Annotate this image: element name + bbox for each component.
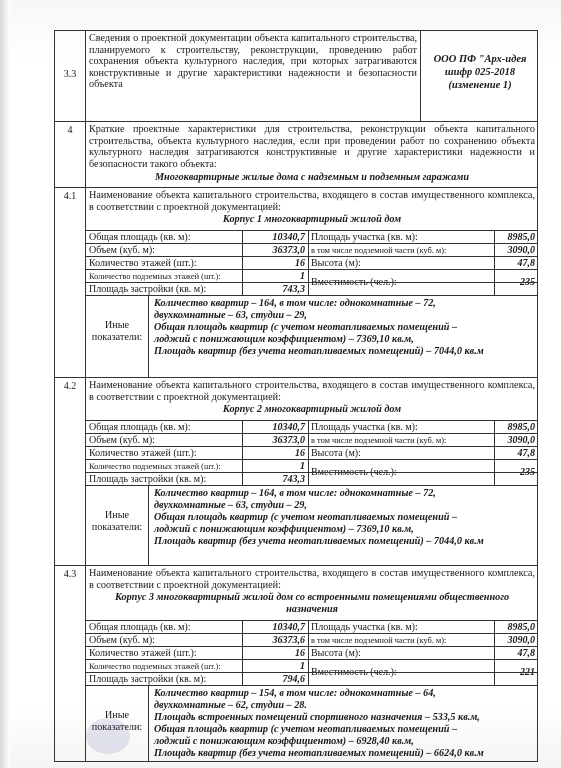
label-under-volume: в том числе подземной части (куб. м):: [311, 436, 447, 445]
brief-characteristics-text: Краткие проектные характеристики для строительства, реконструкции объекта капитального строительства, объекта культурного наследия, если при проведении работ по сохранению объекта культурного наследия затрагиваются конструктивные и другие характеристики надежности и безопасности такого объекта:: [89, 124, 535, 170]
value-floors: 16: [295, 258, 305, 269]
label-underground: Количество подземных этажей (шт.):: [89, 462, 221, 471]
value-plot: 8985,0: [507, 232, 535, 243]
label-plot: Площадь участка (кв. м):: [311, 422, 418, 433]
value-footprint: 743,3: [282, 474, 305, 485]
label-under-volume: в том числе подземной части (куб. м):: [311, 636, 447, 645]
other-indicator-line: Общая площадь квартир (с учетом неотапливаемых помещений –: [154, 512, 458, 523]
label-footprint: Площадь застройки (кв. м):: [89, 674, 207, 685]
object-type-subtitle: Многоквартирные жилые дома с надземным и подземным гаражами: [154, 172, 469, 183]
value-footprint: 794,6: [282, 674, 305, 685]
row-number: 4.2: [63, 381, 77, 392]
other-indicator-line: двухкомнатные – 62, студии – 28.: [154, 700, 307, 711]
other-indicator-line: лоджий с понижающим коэффициентом) – 6928,40 кв.м,: [154, 736, 414, 747]
value-under-volume: 3090,0: [507, 245, 535, 256]
object-name-intro: Наименование объекта капитального строительства, входящего в состав имущественного комплекса, в соответствии с проектной документацией:: [89, 190, 535, 213]
value-total-area: 10340,7: [272, 232, 305, 243]
label-other-indicators: Иные показатели:: [91, 320, 143, 343]
label-underground: Количество подземных этажей (шт.):: [89, 662, 221, 671]
value-height: 47,8: [517, 648, 535, 659]
label-volume: Объем (куб. м):: [89, 635, 155, 646]
value-volume: 36373,0: [272, 435, 305, 446]
other-indicator-line: Площадь квартир (без учета неотапливаемых помещений) – 7044,0 кв.м: [154, 536, 484, 547]
characteristics-table: [54, 30, 538, 762]
seal-stamp: [86, 718, 130, 754]
label-plot: Площадь участка (кв. м):: [311, 232, 418, 243]
other-indicator-line: двухкомнатные – 63, студии – 29,: [154, 500, 307, 511]
value-capacity: 235: [520, 467, 535, 478]
label-footprint: Площадь застройки (кв. м):: [89, 474, 207, 485]
building-section: [55, 187, 537, 377]
building-name: Корпус 1 многоквартирный жилой дом: [222, 214, 402, 225]
project-doc-info-text: Сведения о проектной документации объекта капитального строительства, планируемого к строительству, реконструкции, проведению работ сохранения объекта культурного наследия, при которых затрагиваются конструктивные и другие характеристики надежности и безопасности объекта: [89, 33, 417, 90]
value-floors: 16: [295, 648, 305, 659]
value-plot: 8985,0: [507, 622, 535, 633]
label-capacity: Вместимость (чел.):: [311, 467, 397, 478]
value-footprint: 743,3: [282, 284, 305, 295]
row-number: 3.3: [63, 69, 77, 80]
row-number: 4.1: [63, 191, 77, 202]
building-name: Корпус 3 многоквартирный жилой дом со встроенными помещениями общественного назначения: [114, 592, 510, 615]
label-total-area: Общая площадь (кв. м):: [89, 622, 191, 633]
value-floors: 16: [295, 448, 305, 459]
other-indicator-line: двухкомнатные – 63, студии – 29,: [154, 310, 307, 321]
row-number: 4: [67, 125, 73, 136]
other-indicator-line: лоджий с понижающим коэффициентом) – 7369,10 кв.м,: [154, 524, 414, 535]
other-indicator-line: Площадь квартир (без учета неотапливаемых помещений) – 7044,0 кв.м: [154, 346, 484, 357]
label-total-area: Общая площадь (кв. м):: [89, 232, 191, 243]
organization-name: ООО ПФ "Арх-идея: [433, 54, 527, 65]
value-capacity: 235: [520, 277, 535, 288]
value-plot: 8985,0: [507, 422, 535, 433]
label-height: Высота (м):: [311, 448, 361, 459]
label-other-indicators: Иные показатели:: [91, 710, 143, 733]
other-indicator-line: Количество квартир – 164, в том числе: однокомнатные – 72,: [154, 298, 436, 309]
value-total-area: 10340,7: [272, 622, 305, 633]
other-indicator-line: Количество квартир – 164, в том числе: однокомнатные – 72,: [154, 488, 436, 499]
project-code: [422, 53, 538, 92]
other-indicator-line: Общая площадь квартир (с учетом неотапливаемых помещений –: [154, 724, 458, 735]
other-indicator-line: Площадь встроенных помещений спортивного назначения – 533,5 кв.м,: [154, 712, 480, 723]
other-indicator-line: Количество квартир – 154, в том числе: однокомнатные – 64,: [154, 688, 436, 699]
scan-edge-shadow: [0, 0, 10, 768]
value-underground: 1: [300, 661, 305, 672]
other-indicator-line: Общая площадь квартир (с учетом неотапливаемых помещений –: [154, 322, 458, 333]
label-height: Высота (м):: [311, 258, 361, 269]
object-name-intro: Наименование объекта капитального строительства, входящего в состав имущественного комплекса, в соответствии с проектной документацией:: [89, 380, 535, 403]
label-floors: Количество этажей (шт.):: [89, 648, 197, 659]
other-indicator-line: Площадь квартир (без учета неотапливаемых помещений) – 6624,0 кв.м: [154, 748, 484, 759]
label-capacity: Вместимость (чел.):: [311, 667, 397, 678]
value-under-volume: 3090,0: [507, 635, 535, 646]
label-footprint: Площадь застройки (кв. м):: [89, 284, 207, 295]
value-volume: 36373,0: [272, 245, 305, 256]
label-underground: Количество подземных этажей (шт.):: [89, 272, 221, 281]
row-4: [55, 121, 537, 187]
label-plot: Площадь участка (кв. м):: [311, 622, 418, 633]
other-indicator-line: лоджий с понижающим коэффициентом) – 7369,10 кв.м,: [154, 334, 414, 345]
value-capacity: 221: [520, 667, 535, 678]
label-volume: Объем (куб. м):: [89, 435, 155, 446]
cipher-code: шифр 025-2018: [444, 67, 516, 78]
label-floors: Количество этажей (шт.):: [89, 258, 197, 269]
value-underground: 1: [300, 271, 305, 282]
building-name: Корпус 2 многоквартирный жилой дом: [222, 404, 402, 415]
value-under-volume: 3090,0: [507, 435, 535, 446]
value-height: 47,8: [517, 258, 535, 269]
label-under-volume: в том числе подземной части (куб. м):: [311, 246, 447, 255]
label-floors: Количество этажей (шт.):: [89, 448, 197, 459]
label-other-indicators: Иные показатели:: [91, 510, 143, 533]
value-volume: 36373,6: [272, 635, 305, 646]
value-total-area: 10340,7: [272, 422, 305, 433]
object-name-intro: Наименование объекта капитального строительства, входящего в состав имущественного комплекса, в соответствии с проектной документацией:: [89, 568, 535, 591]
label-volume: Объем (куб. м):: [89, 245, 155, 256]
label-height: Высота (м):: [311, 648, 361, 659]
label-total-area: Общая площадь (кв. м):: [89, 422, 191, 433]
change-number: (изменение 1): [448, 80, 512, 91]
row-number: 4.3: [63, 569, 77, 580]
row-3-3: [55, 31, 537, 121]
label-capacity: Вместимость (чел.):: [311, 277, 397, 288]
building-section: [55, 377, 537, 565]
value-underground: 1: [300, 461, 305, 472]
value-height: 47,8: [517, 448, 535, 459]
